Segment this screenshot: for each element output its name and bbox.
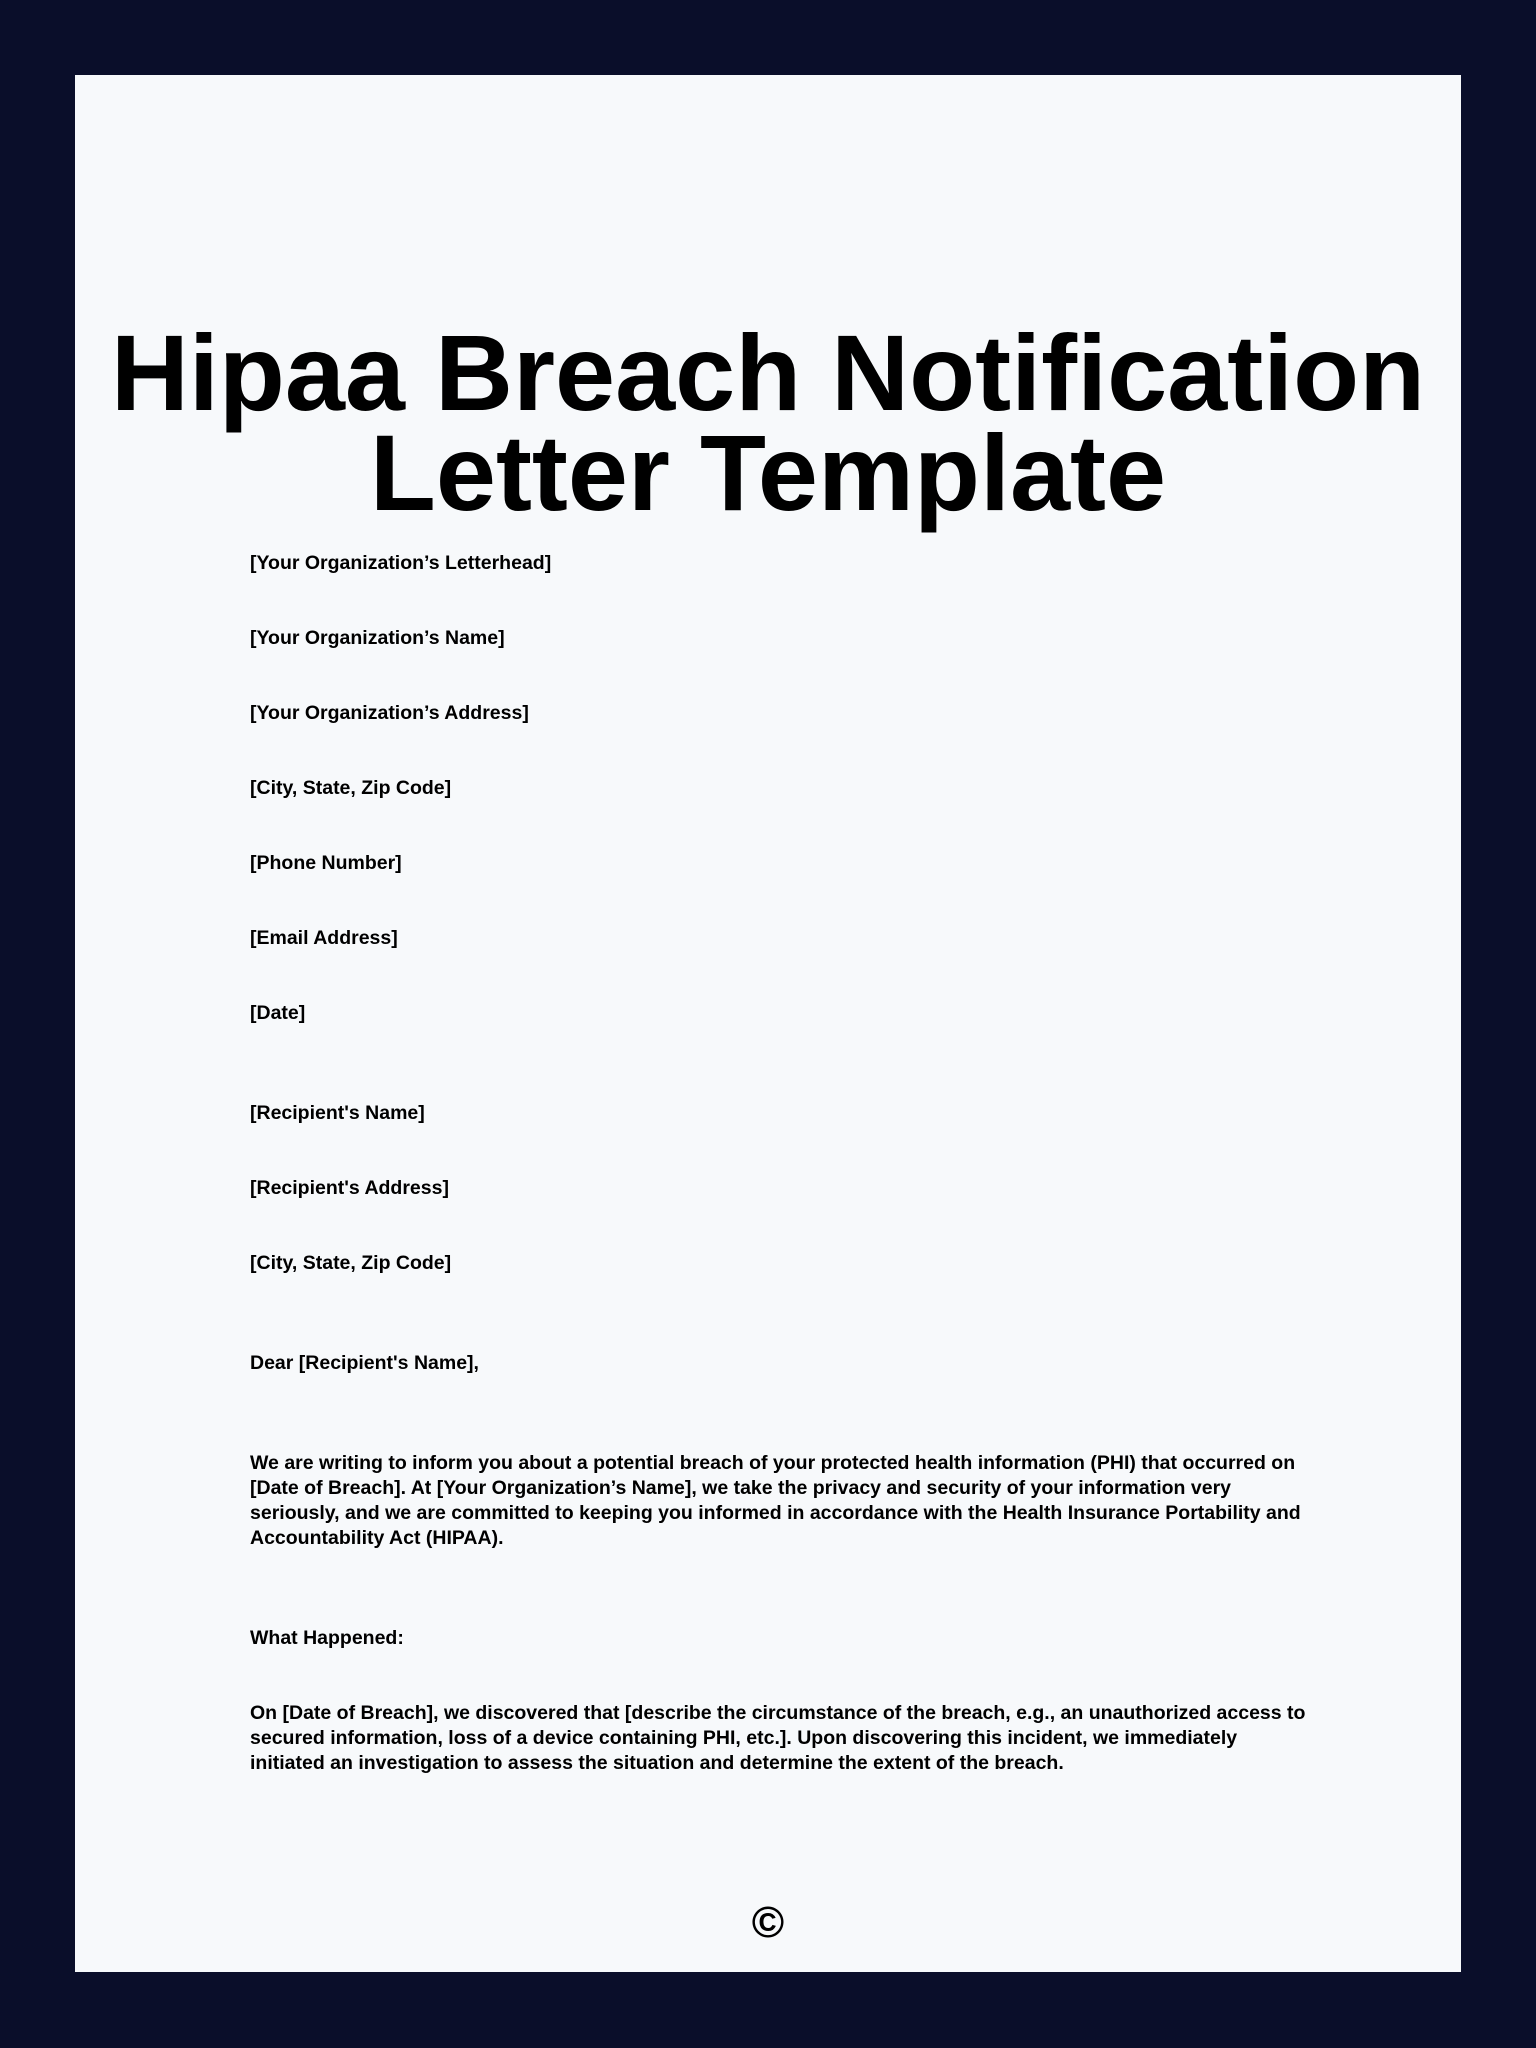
what-happened-body: On [Date of Breach], we discovered that [describe the circumstance of the breach, e.g., an unauthorized access to secured information, loss of a device containing PHI, etc.]. Upon discovering this incident, we immediately initiated an investigation to assess the situation and determine the extent of the breach. — [250, 1702, 1306, 1774]
sender-email: [Email Address] — [250, 927, 398, 949]
recipient-city-state-zip: [City, State, Zip Code] — [250, 1252, 452, 1274]
sender-city-state-zip: [City, State, Zip Code] — [250, 777, 452, 799]
document-page — [75, 75, 1461, 1972]
sender-letterhead: [Your Organization’s Letterhead] — [250, 552, 552, 574]
intro-paragraph: We are writing to inform you about a potential breach of your protected health information (PHI) that occurred on [Date of Breach]. At [Your Organization’s Name], we take the privacy and security of your information very seriously, and we are committed to keeping you informed in accordance with the Health Insurance Portability and Accountability Act (HIPAA). — [250, 1452, 1301, 1549]
sender-phone: [Phone Number] — [250, 852, 402, 874]
what-happened-heading: What Happened: — [250, 1627, 404, 1649]
title-line-1: Hipaa Breach Notification — [110, 312, 1426, 433]
letter-date: [Date] — [250, 1002, 306, 1024]
sender-address: [Your Organization’s Address] — [250, 702, 529, 724]
sender-name: [Your Organization’s Name] — [250, 627, 505, 649]
copyright-icon: © — [751, 1898, 785, 1947]
salutation: Dear [Recipient's Name], — [250, 1352, 479, 1374]
recipient-address: [Recipient's Address] — [250, 1177, 449, 1199]
title-line-2: Letter Template — [369, 412, 1167, 533]
recipient-name: [Recipient's Name] — [250, 1102, 425, 1124]
document-title — [75, 312, 1461, 533]
